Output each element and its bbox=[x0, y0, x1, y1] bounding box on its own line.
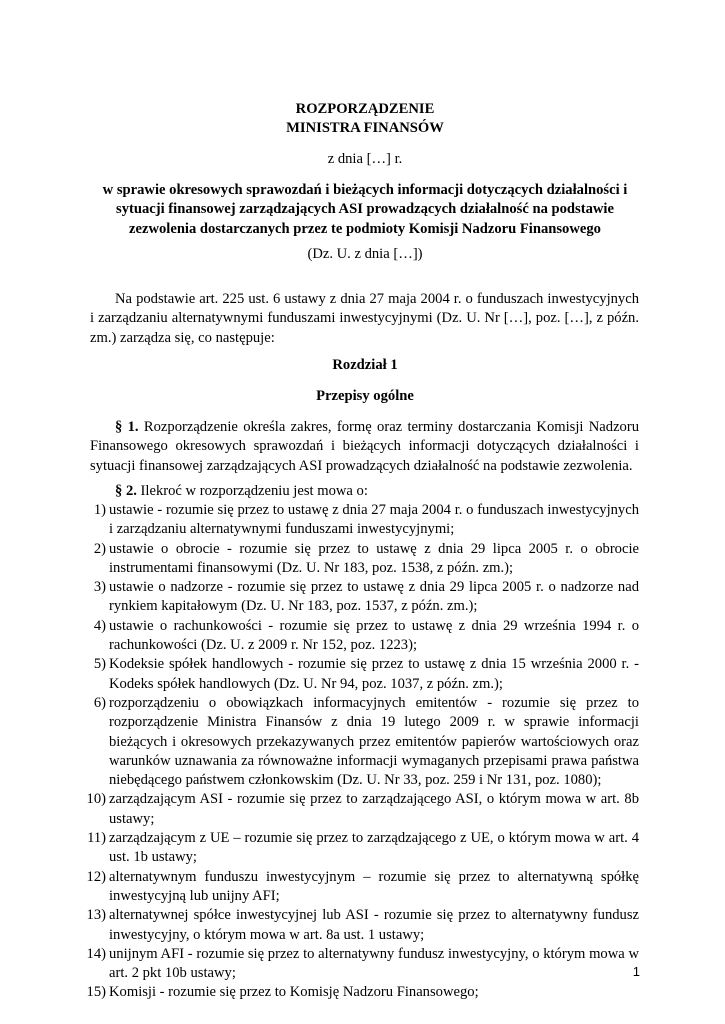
chapter-number: Rozdział 1 bbox=[332, 357, 398, 373]
list-item: 11) zarządzającym z UE – rozumie się przez to zarządzającego z UE, o którym mowa w art. 4 ust. 1b ustawy; bbox=[87, 830, 639, 866]
list-item: 13) alternatywnej spółce inwestycyjnej lub ASI - rozumie się przez to alternatywny fundusz inwestycyjny, o którym mowa w art. 8a ust. 1 ustawy; bbox=[86, 907, 639, 943]
list-item: 1) ustawie - rozumie się przez to ustawę z dnia 27 maja 2004 r. o funduszach inwestycyjnych i zarządzaniu alternatywnymi funduszami inwestycyjnymi; bbox=[93, 502, 639, 538]
list-item: 14) unijnym AFI - rozumie się przez to alternatywny fundusz inwestycyjny, o którym mowa w art. 2 pkt 10b ustawy; bbox=[86, 945, 639, 982]
section-1 bbox=[90, 418, 639, 476]
chapter-title: Przepisy ogólne bbox=[316, 388, 414, 404]
section-1-text: Rozporządzenie określa zakres, formę oraz terminy dostarczania Komisji Nadzoru Finansowego okresowych sprawozdań i bieżących informacji dotyczących działalności i sytuacji finansowej zarządzających ASI prowadzących działalność na podstawie zezwolenia. bbox=[90, 419, 640, 474]
list-item: 6) rozporządzeniu o obowiązkach informacyjnych emitentów - rozumie się przez to rozporządzenie Ministra Finansów z dnia 19 lutego 2009 r. w sprawie informacji bieżących i okresowych przekazywanych przez emitentów papierów wartościowych oraz warunków uznawania za równoważne informacji wymaganych przepisami prawa państwa niebędącego państwem członkowskim (Dz. U. Nr 33, poz. 259 i Nr 131, poz. 1080); bbox=[93, 694, 639, 789]
document-date: z dnia […] r. bbox=[327, 151, 403, 167]
list-item: 15) Komisji - rozumie się przez to Komisję Nadzoru Finansowego; bbox=[86, 984, 479, 1001]
section-2-lead bbox=[90, 482, 639, 501]
list-item: 5) Kodeksie spółek handlowych - rozumie się przez to ustawę z dnia 15 września 2000 r. - Kodeks spółek handlowych (Dz. U. Nr 94, poz. 1037, z późn. zm.); bbox=[93, 656, 639, 692]
section-2-mark: § 2. bbox=[115, 483, 137, 499]
list-item: 10) zarządzającym ASI - rozumie się przez to zarządzającego ASI, o którym mowa w art. 8b ustawy; bbox=[86, 791, 639, 827]
legal-basis-paragraph bbox=[90, 290, 639, 348]
list-item: 3) ustawie o nadzorze - rozumie się przez to ustawę z dnia 29 lipca 2005 r. o nadzorze nad rynkiem kapitałowym (Dz. U. Nr 183, poz. 1537, z późn. zm.); bbox=[93, 579, 639, 615]
legal-basis-text: Na podstawie art. 225 ust. 6 ustawy z dnia 27 maja 2004 r. o funduszach inwestycyjnych i zarządzaniu alternatywnymi funduszami inwestycyjnymi (Dz. U. Nr […], poz. […], z późn. zm.) zarządza się, co następuje: bbox=[90, 291, 639, 346]
list-item: 2) ustawie o obrocie - rozumie się przez to ustawę z dnia 29 lipca 2005 r. o obrocie instrumentami finansowymi (Dz. U. Nr 183, poz. 1538, z późn. zm.); bbox=[93, 540, 639, 576]
journal-reference: (Dz. U. z dnia […]) bbox=[307, 246, 423, 262]
title-line-2: MINISTRA FINANSÓW bbox=[286, 120, 444, 137]
list-item: 4) ustawie o rachunkowości - rozumie się przez to ustawę z dnia 29 września 1994 r. o rachunkowości (Dz. U. z 2009 r. Nr 152, poz. 1223); bbox=[93, 617, 639, 654]
document-title bbox=[90, 100, 640, 139]
list-item: 12) alternatywnym funduszu inwestycyjnym – rozumie się przez to alternatywną spółkę inwestycyjną lub unijny AFI; bbox=[86, 868, 639, 904]
section-2-lead-text: Ilekroć w rozporządzeniu jest mowa o: bbox=[140, 483, 368, 499]
definitions-list bbox=[80, 501, 639, 1003]
section-1-mark: § 1. bbox=[115, 419, 139, 435]
title-line-1: ROZPORZĄDZENIE bbox=[295, 101, 435, 117]
page-number: 1 bbox=[632, 964, 640, 979]
document-subject: w sprawie okresowych sprawozdań i bieżących informacji dotyczących działalności i sytuacji finansowej zarządzających ASI prowadzących działalność na podstawie zezwolenia dostarczanych przez te podmioty Komisji Nadzoru Finansowego bbox=[102, 182, 628, 237]
